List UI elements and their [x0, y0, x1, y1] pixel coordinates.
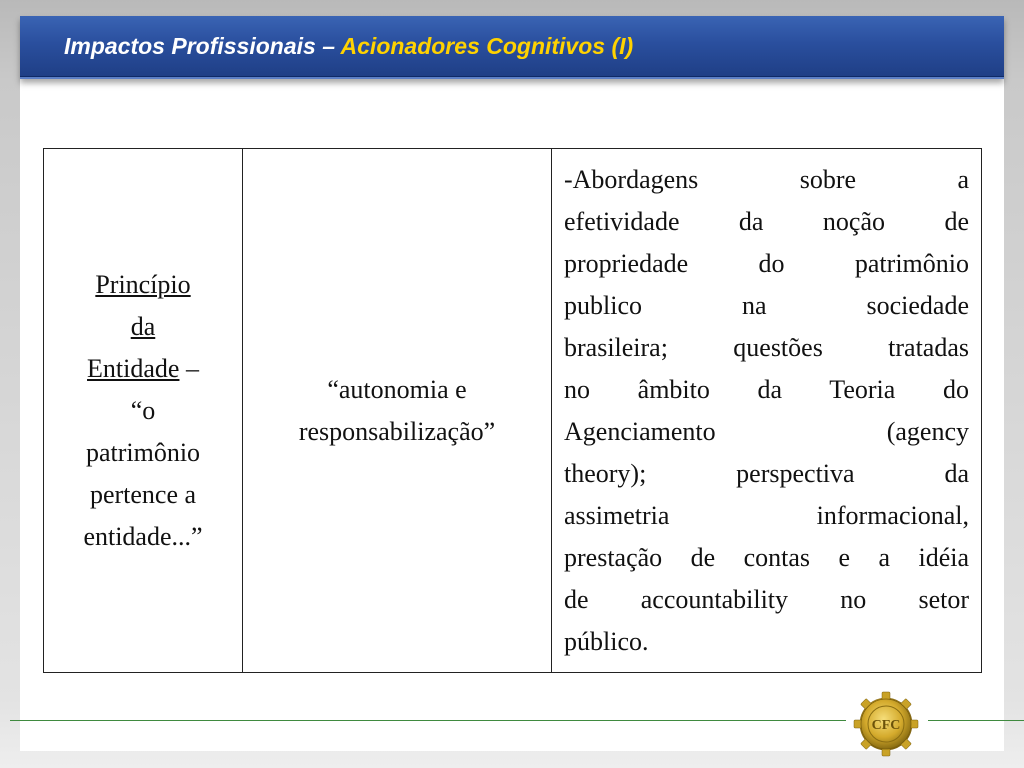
description-line: efetividade da noção de [564, 206, 969, 236]
description-cell [552, 149, 982, 673]
description-line: brasileira; questões tratadas [564, 332, 969, 362]
description-line: público. [564, 626, 649, 656]
principle-quote-line: “o [130, 395, 156, 425]
principle-quote-line: entidade...” [83, 521, 203, 551]
trigger-line: responsabilização” [298, 416, 496, 446]
logo-text: CFC [871, 718, 901, 733]
description-line: propriedade do patrimônio [564, 248, 969, 278]
content-table [43, 148, 982, 673]
description-line: Agenciamento (agency [564, 416, 969, 446]
title-part-2: Acionadores Cognitivos (I) [340, 33, 634, 59]
principle-quote-line: pertence a [89, 479, 197, 509]
footer-divider-right [928, 720, 1024, 721]
principle-word-3: Entidade [87, 353, 180, 383]
description-line: publico na sociedade [564, 290, 969, 320]
description-line: theory); perspectiva da [564, 458, 969, 488]
description-line: prestação de contas e a idéia [564, 542, 969, 572]
slide-title [64, 31, 633, 61]
table-row [44, 149, 982, 673]
trigger-cell [243, 149, 552, 673]
description-line: -Abordagens sobre a [564, 164, 969, 194]
principle-quote-line: patrimônio [85, 437, 201, 467]
principle-word-1: Princípio [95, 269, 191, 299]
title-part-1: Impactos Profissionais – [64, 33, 341, 59]
principle-word-2: da [130, 311, 156, 341]
description-line: de accountability no setor [564, 584, 969, 614]
principle-cell [44, 149, 243, 673]
cfc-logo-icon [852, 690, 920, 758]
title-bar [20, 16, 1004, 79]
principle-dash: – [179, 353, 199, 383]
footer-divider [10, 720, 846, 721]
trigger-line: “autonomia e [327, 374, 467, 404]
description-line: no âmbito da Teoria do [564, 374, 969, 404]
description-line: assimetria informacional, [564, 500, 969, 530]
